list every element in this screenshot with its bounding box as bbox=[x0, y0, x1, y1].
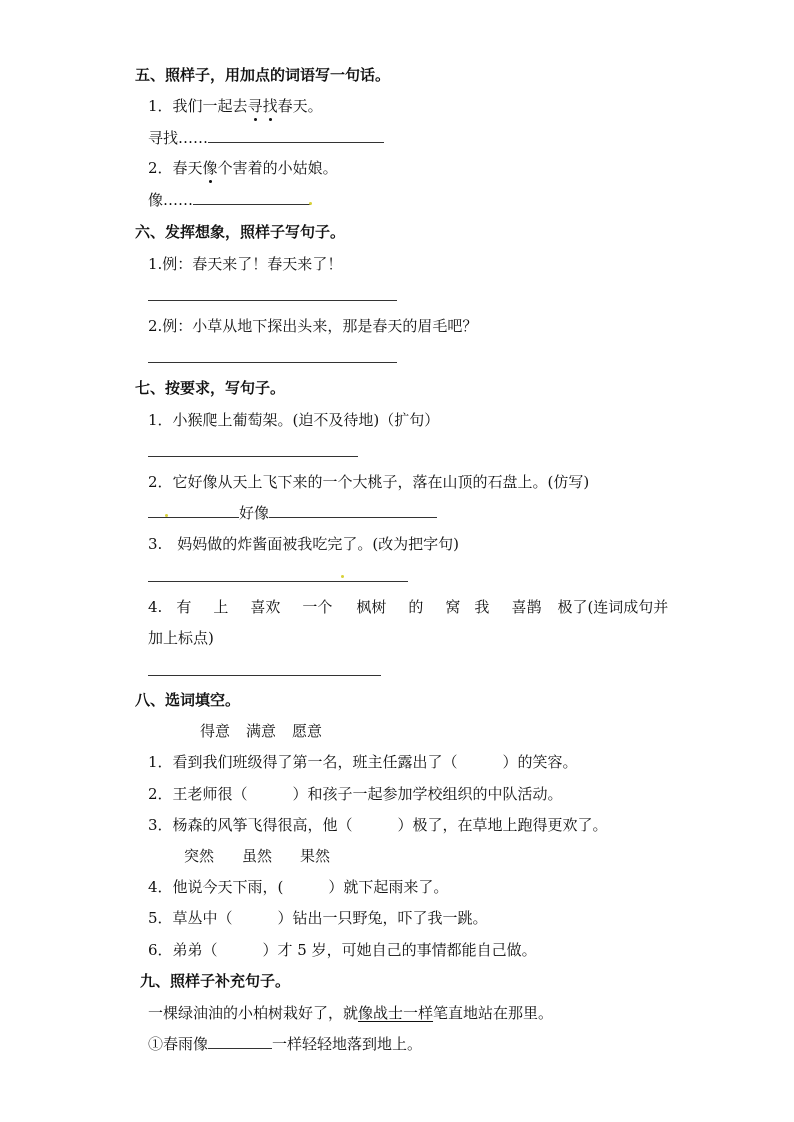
s7-q4-word: 喜鹊 bbox=[511, 598, 542, 616]
section-5-title: 五、照样子，用加点的词语写一句话。 bbox=[135, 66, 391, 84]
s8-word-options-2 bbox=[184, 846, 330, 866]
s6-q1-answer-line[interactable] bbox=[148, 300, 397, 301]
s7-q4-word: 枫树 bbox=[356, 598, 387, 616]
s9-example-post: 笔直地站在那里。 bbox=[433, 1004, 554, 1022]
s5-a1-label: 寻找…… bbox=[148, 129, 209, 147]
s5-answer-1 bbox=[148, 128, 384, 148]
s8-word-options-1 bbox=[200, 721, 322, 741]
s7-question-1: 1．小猴爬上葡萄架。(迫不及待地)（扩句） bbox=[148, 411, 440, 429]
s7-q4-word: 一个 bbox=[302, 598, 333, 616]
s8-question-3: 3．杨森的风筝飞得很高，他（ ）极了，在草地上跑得更欢了。 bbox=[148, 816, 608, 834]
s5-q1-prefix: 1．我们一起去 bbox=[148, 97, 248, 115]
scan-speck bbox=[165, 514, 168, 517]
s8-opt2-3: 果然 bbox=[300, 847, 331, 865]
s5-q1-dotted-char-2: 找 bbox=[262, 97, 278, 115]
s8-question-5: 5．草丛中（ ）钻出一只野兔，吓了我一跳。 bbox=[148, 909, 488, 927]
s9-q1-post: 一样轻轻地落到地上。 bbox=[272, 1035, 423, 1053]
s8-opt1-3: 愿意 bbox=[292, 722, 323, 740]
scan-speck bbox=[341, 575, 344, 578]
s5-a2-blank[interactable] bbox=[193, 190, 311, 205]
s5-answer-2 bbox=[148, 190, 311, 210]
s8-question-1: 1．看到我们班级得了第一名，班主任露出了（ ）的笑容。 bbox=[148, 753, 578, 771]
s7-q2-answer bbox=[148, 503, 437, 523]
section-9-title: 九、照样子补充句子。 bbox=[140, 972, 291, 990]
s7-question-4 bbox=[148, 597, 668, 617]
s7-q2-blank-2[interactable] bbox=[269, 503, 437, 518]
s7-question-2: 2．它好像从天上飞下来的一个大桃子，落在山顶的石盘上。(仿写) bbox=[148, 473, 590, 491]
s8-question-2: 2．王老师很（ ）和孩子一起参加学校组织的中队活动。 bbox=[148, 785, 563, 803]
section-8-title: 八、选词填空。 bbox=[135, 691, 241, 709]
s5-question-2 bbox=[148, 158, 338, 178]
s7-q4-word: 有 bbox=[176, 598, 192, 616]
s6-question-2: 2.例：小草从地下探出头来，那是春天的眉毛吧？ bbox=[148, 317, 478, 335]
s7-question-3: 3. 妈妈做的炸酱面被我吃完了。(改为把字句) bbox=[148, 535, 460, 553]
s5-a1-blank[interactable] bbox=[208, 128, 384, 143]
s5-q2-suffix: 个害着的小姑娘。 bbox=[217, 159, 338, 177]
s9-q1-blank[interactable] bbox=[208, 1034, 272, 1049]
s8-question-4: 4．他说今天下雨，( ）就下起雨来了。 bbox=[148, 878, 449, 896]
s5-q1-dotted-char-1: 寻 bbox=[247, 97, 263, 115]
s8-opt1-1: 得意 bbox=[200, 722, 231, 740]
s5-question-1 bbox=[148, 96, 323, 116]
s9-q1-pre: ①春雨像 bbox=[148, 1035, 209, 1053]
s8-opt2-1: 突然 bbox=[184, 847, 215, 865]
s8-opt1-2: 满意 bbox=[246, 722, 277, 740]
s6-question-1: 1.例：春天来了！春天来了！ bbox=[148, 255, 343, 273]
s5-q1-suffix: 春天。 bbox=[277, 97, 323, 115]
s7-q4-answer-line[interactable] bbox=[148, 675, 381, 676]
s7-q4-word: 上 bbox=[213, 598, 229, 616]
s7-q1-answer-line[interactable] bbox=[148, 456, 358, 457]
s6-q2-answer-line[interactable] bbox=[148, 362, 397, 363]
s5-a2-label: 像…… bbox=[148, 191, 194, 209]
section-6-title: 六、发挥想象，照样子写句子。 bbox=[135, 223, 346, 241]
s9-example-pre: 一棵绿油油的小柏树栽好了，就 bbox=[148, 1004, 359, 1022]
s9-question-1 bbox=[148, 1034, 422, 1054]
s5-q2-prefix: 2．春天 bbox=[148, 159, 203, 177]
section-7-title: 七、按要求，写句子。 bbox=[135, 379, 286, 397]
s5-q2-dotted-char: 像 bbox=[202, 159, 218, 177]
s7-q2-blank-1[interactable] bbox=[148, 503, 239, 518]
s9-example-underlined: 像战士一样 bbox=[358, 1004, 434, 1022]
scan-speck bbox=[309, 202, 312, 205]
s7-q2-mid: 好像 bbox=[239, 504, 270, 522]
s7-q3-answer-line[interactable] bbox=[148, 581, 408, 582]
s7-q4-word: 极了(连词成句并 bbox=[557, 598, 669, 616]
s7-q4-word: 的 bbox=[408, 598, 424, 616]
s7-q4-word: 窝 bbox=[445, 598, 461, 616]
s7-question-4-cont: 加上标点) bbox=[148, 629, 214, 647]
s7-q4-word: 我 bbox=[474, 598, 490, 616]
s7-q4-word: 4. bbox=[148, 598, 163, 616]
s7-q4-word: 喜欢 bbox=[250, 598, 281, 616]
s8-opt2-2: 虽然 bbox=[242, 847, 273, 865]
s9-example bbox=[148, 1003, 553, 1023]
s8-question-6: 6．弟弟（ ）才 5 岁，可她自己的事情都能自己做。 bbox=[148, 941, 537, 959]
